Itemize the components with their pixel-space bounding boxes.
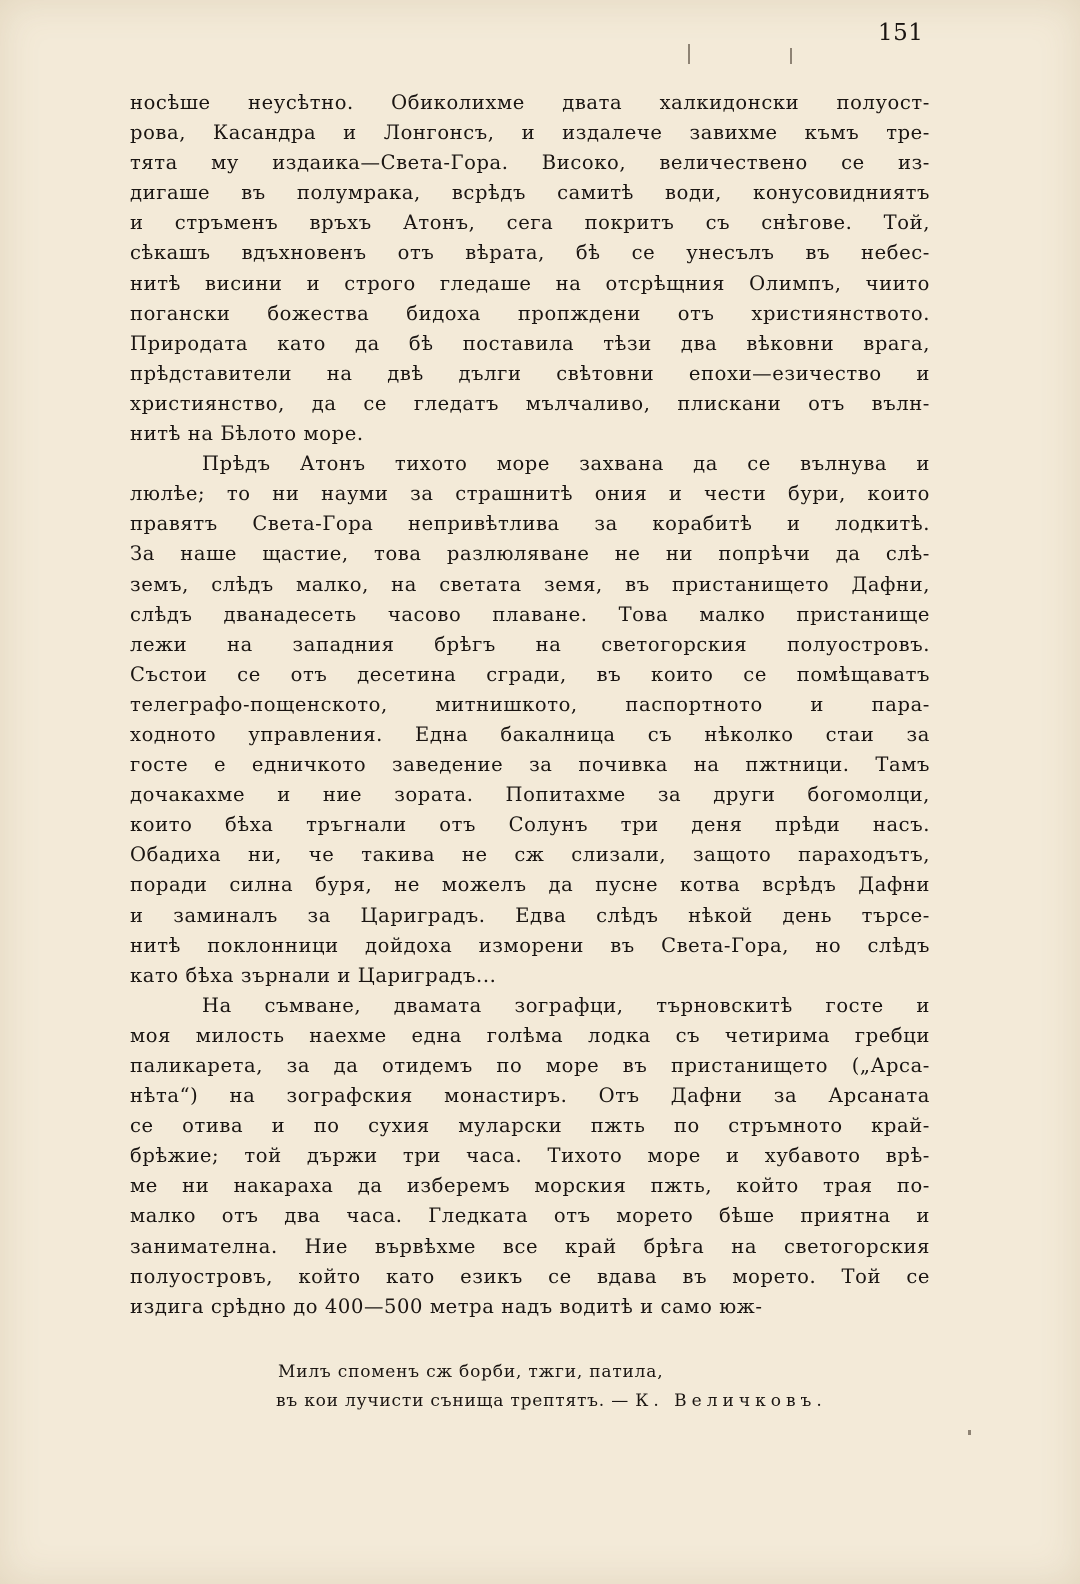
text-line: носѣше неусѣтно. Обиколихме двата халкидонски полуост- <box>130 91 930 114</box>
text-line: сѣкашъ вдъхновенъ отъ вѣрата, бѣ се унесълъ въ небес- <box>130 241 930 265</box>
text-line: ходното управления. Една бакалница съ нѣколко стаи за <box>130 722 930 746</box>
text-line: рова, Касандра и Лонгонсъ, и издалече завихме къмъ тре- <box>130 121 930 145</box>
text-line: правятъ Света-Гора непривѣтлива за корабитѣ и лодкитѣ. <box>130 512 930 536</box>
text-line: моя милость наехме една голѣма лодка съ четирима гребци <box>130 1023 930 1047</box>
epigraph-line-2 <box>276 1387 938 1416</box>
text-line: занимателна. Ние вървѣхме все край брѣга на светогорския <box>130 1234 930 1258</box>
epigraph <box>278 1358 938 1416</box>
text-line: прѣдставители на двѣ дълги свѣтовни епохи—езичество и <box>130 361 930 385</box>
epigraph-author: К. Величковъ. <box>635 1391 827 1411</box>
text-line: телеграфо-пощенското, митнишкото, паспортното и пара- <box>130 692 930 716</box>
text-line: погански божества бидоха пропждени отъ християнството. <box>130 301 930 325</box>
scan-mark <box>968 1430 971 1435</box>
epigraph-line-1: Милъ споменъ сж борби, тжги, патила, <box>278 1362 664 1382</box>
text-line: Обадиха ни, че такива не сж слизали, защото параходътъ, <box>130 843 930 867</box>
text-line: земъ, слѣдъ малко, на светата земя, въ пристанището Дафни, <box>130 572 930 596</box>
text-line: люлѣе; то ни науми за страшнитѣ ония и чести бури, които <box>130 482 930 506</box>
text-line: лежи на западния брѣгъ на светогорския полуостровъ. <box>130 632 930 656</box>
text-line: полуостровъ, който като езикъ се вдава въ морето. Той се <box>130 1264 930 1288</box>
text-line: малко отъ два часа. Гледката отъ морето бѣше приятна и <box>130 1204 930 1228</box>
text-line: поради силна буря, не можелъ да пусне котва всрѣдъ Дафни <box>130 873 930 897</box>
text-line: слѣдъ дванадесеть часово плаване. Това малко пристанище <box>130 602 930 626</box>
text-line: се отива и по сухия муларски пжть по стръмното край- <box>130 1114 930 1138</box>
text-line: нитѣ на Бѣлото море. <box>130 422 364 446</box>
scan-mark <box>688 44 690 64</box>
text-line: и стръменъ връхъ Атонъ, сега покритъ съ снѣгове. Той, <box>130 211 930 235</box>
page-number: 151 <box>878 20 924 46</box>
text-line: издига срѣдно до 400—500 метра надъ водитѣ и само юж- <box>130 1294 763 1318</box>
text-line: брѣжие; той държи три часа. Тихото море и хубавото врѣ- <box>130 1144 930 1168</box>
text-line: тята му издаика—Света-Гора. Високо, величествено се из- <box>130 151 930 175</box>
body-text <box>130 88 930 1322</box>
text-line: госте е едничкото заведение за почивка на пжтници. Тамъ <box>130 753 930 777</box>
text-line: На съмване, двамата зографци, търновскитѣ госте и <box>202 993 930 1017</box>
epigraph-line-2-text: въ кои лучисти сънища трептятъ. — <box>276 1391 636 1411</box>
text-line: Прѣдъ Атонъ тихото море захвана да се вълнува и <box>202 452 930 476</box>
text-line: дочакахме и ние зората. Попитахме за други богомолци, <box>130 783 930 807</box>
text-line: нѣта“) на зографския монастиръ. Отъ Дафни за Арсаната <box>130 1084 930 1108</box>
text-line: За наше щастие, това разлюляване не ни попрѣчи да слѣ- <box>130 542 930 566</box>
text-line: които бѣха тръгнали отъ Солунъ три деня прѣди насъ. <box>130 813 930 837</box>
text-line: Състои се отъ десетина сгради, въ които се помѣщаватъ <box>130 662 930 686</box>
text-line: нитѣ висини и строго гледаше на отсрѣщния Олимпъ, чиито <box>130 271 930 295</box>
text-line: ме ни накараха да изберемъ морския пжть, който трая по- <box>130 1174 930 1198</box>
text-line: като бѣха зърнали и Цариградъ... <box>130 963 497 987</box>
text-line: паликарета, за да отидемъ по море въ пристанището („Арса- <box>130 1054 930 1077</box>
text-line: и заминалъ за Цариградъ. Едва слѣдъ нѣкой день търсе- <box>130 903 930 927</box>
text-line: Природата като да бѣ поставила тѣзи два вѣковни врага, <box>130 331 930 355</box>
text-line: християнство, да се гледатъ мълчаливо, плискани отъ вълн- <box>130 391 930 415</box>
text-line: нитѣ поклонници дойдоха изморени въ Света-Гора, но слѣдъ <box>130 933 930 957</box>
text-line: дигаше въ полумрака, всрѣдъ самитѣ води, конусовидниятъ <box>130 181 930 205</box>
scan-mark <box>790 48 792 64</box>
